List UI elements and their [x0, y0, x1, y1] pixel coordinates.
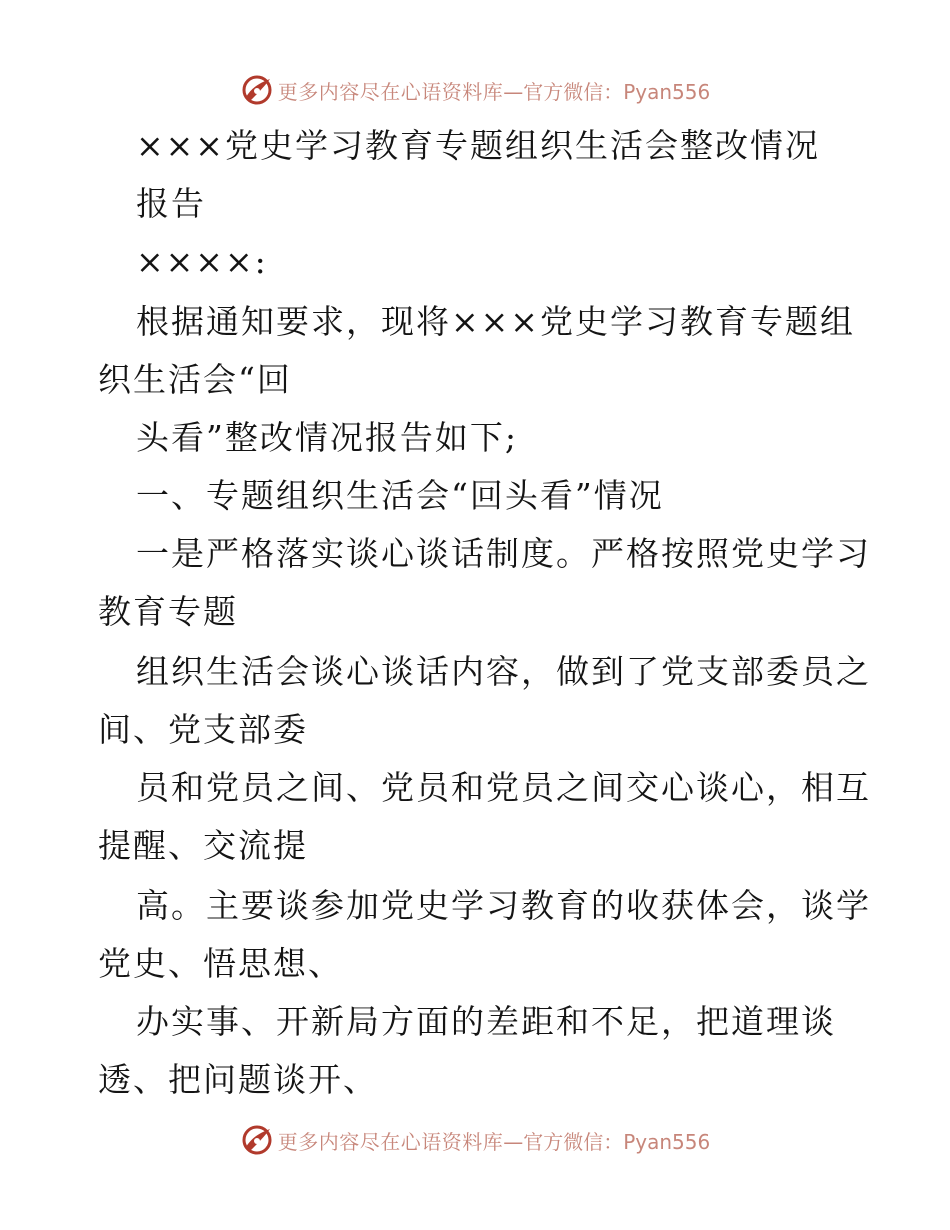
paragraph-line: 高。主要谈参加党史学习教育的收获体会，谈学: [136, 886, 871, 925]
watermark-channel: —官方微信：Pyan556: [503, 79, 711, 104]
paragraph-line: 教育专题: [98, 592, 238, 631]
paragraph-line: 一是严格落实谈心谈话制度。严格按照党史学习: [136, 534, 871, 573]
watermark-channel: —官方微信：Pyan556: [503, 1129, 711, 1154]
salutation: ××××:: [136, 242, 268, 281]
document-title-continued: 报告: [136, 184, 206, 223]
paragraph-line: 头看”整改情况报告如下;: [136, 418, 518, 457]
document-title: ×××党史学习教育专题组织生活会整改情况: [136, 126, 820, 165]
watermark-brand: 更多内容尽在心语资料库: [277, 79, 504, 104]
paragraph-line: 组织生活会谈心谈话内容，做到了党支部委员之: [136, 652, 871, 691]
section-heading: 一、专题组织生活会“回头看”情况: [136, 476, 664, 515]
paragraph-line: 员和党员之间、党员和党员之间交心谈心，相互: [136, 768, 871, 807]
paragraph-line: 党史、悟思想、: [98, 944, 343, 983]
paragraph-line: 根据通知要求，现将×××党史学习教育专题组: [136, 302, 855, 341]
paragraph-line: 办实事、开新局方面的差距和不足，把道理谈: [136, 1002, 836, 1041]
paragraph-line: 透、把问题谈开、: [98, 1060, 378, 1099]
paragraph-line: 织生活会“回: [98, 360, 292, 399]
paragraph-line: 提醒、交流提: [98, 826, 308, 865]
ink-brush-logo-icon: [240, 1123, 274, 1157]
watermark-brand: 更多内容尽在心语资料库: [277, 1129, 504, 1154]
paragraph-line: 间、党支部委: [98, 710, 308, 749]
watermark-footer: [0, 1120, 950, 1160]
